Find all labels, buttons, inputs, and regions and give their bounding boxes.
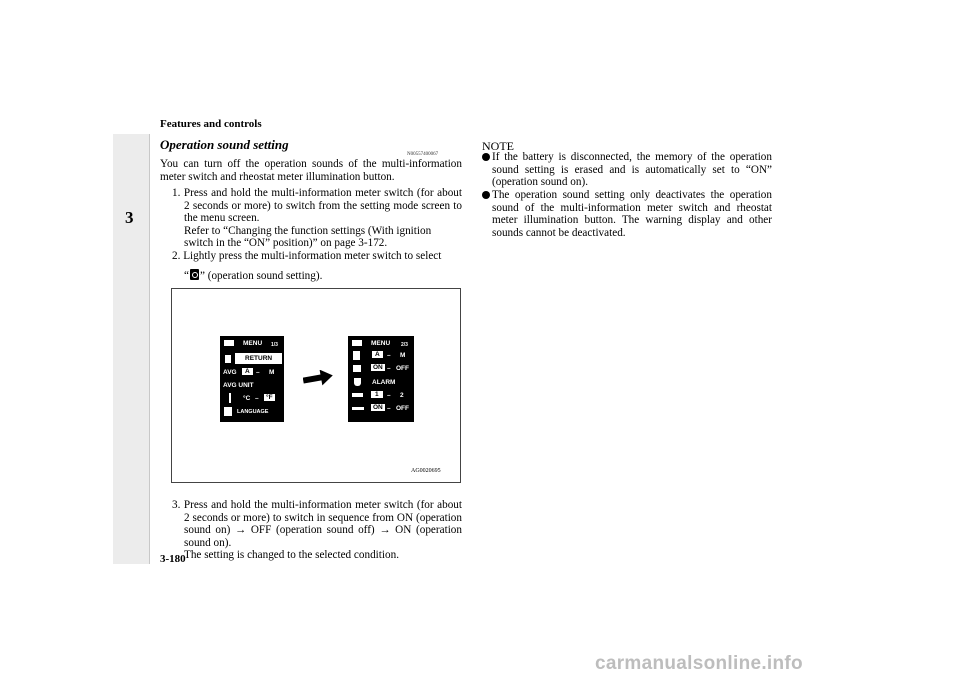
step-2-symbol-line [172, 269, 462, 283]
intro-paragraph: You can turn off the operation sounds of the multi-information meter switch and rheostat meter illumination button. [160, 158, 462, 183]
step-3-text: 3. Press and hold the multi-information meter switch (for about 2 seconds or more) to switch in sequence from ON (operation sound on) → OFF (operation sound off) → ON (operation sound on). [172, 499, 462, 549]
two-label: 2 [400, 392, 404, 399]
return-option: RETURN [235, 353, 282, 364]
step-1-text: 1. Press and hold the multi-information meter switch (for about 2 seconds or more) to switch from the setting mode screen to the menu screen. [172, 187, 462, 225]
note-item [492, 151, 772, 189]
step-1-reference: Refer to “Changing the function settings (With ignition switch in the “ON” position)” on page 3-172. [184, 224, 432, 250]
avg-unit-label: AVG UNIT [223, 382, 254, 389]
return-arrow-icon [225, 355, 231, 363]
off-label-2: OFF [396, 405, 409, 412]
a-box: A [372, 351, 383, 358]
dash-2: – [387, 365, 391, 372]
dash-1: – [387, 352, 391, 359]
chapter-tab [113, 134, 150, 564]
step-2 [172, 250, 462, 282]
alarm-label: ALARM [372, 379, 396, 386]
section-title: Operation sound setting [160, 137, 289, 152]
one-box: 1 [371, 391, 383, 398]
celsius-option: °C [243, 395, 251, 402]
step-2-text: 2. Lightly press the multi-information meter switch to select [172, 250, 442, 262]
sound-on-box: ON [373, 364, 383, 371]
sound-off-label: OFF [396, 365, 409, 372]
step-2-suffix: ” (operation sound setting). [199, 269, 323, 282]
figure-id: AG0020695 [411, 468, 441, 474]
temp-dash: – [255, 395, 259, 402]
menu-label: MENU [243, 340, 263, 347]
open-quote: “ [184, 269, 189, 282]
avg-a-box: A [242, 368, 253, 375]
menu-screen-1 [220, 336, 284, 422]
note-item [492, 189, 772, 239]
note-text-2: The operation sound setting only deactivates the operation sound of the multi-information meter switch and rheostat meter illumination button. The warning display and other sounds cannot be deactivated. [492, 189, 772, 239]
m-label: M [400, 352, 406, 359]
language-option: LANGUAGE [237, 409, 269, 415]
note-heading: NOTE [482, 139, 514, 153]
page-number: 3-180 [160, 553, 186, 565]
step-3 [172, 499, 462, 562]
double-arrow-icon [352, 393, 363, 397]
meter-icon [353, 351, 360, 360]
step-1 [172, 187, 462, 250]
avg-dash: – [256, 369, 260, 376]
chapter-number: 3 [125, 208, 134, 227]
on-box-2: ON [373, 404, 383, 411]
section-code: N00557400067 [407, 152, 439, 157]
dash-4: – [387, 405, 391, 412]
operation-sound-icon [190, 269, 199, 280]
page-indicator: 1/3 [271, 342, 278, 348]
thermometer-icon [229, 393, 231, 403]
step-3-result: The setting is changed to the selected condition. [184, 549, 399, 562]
menu-screen-2 [348, 336, 414, 422]
note-text-1: If the battery is disconnected, the memory of the operation sound setting is erased and is automatically set to “ON” (operation sound on). [492, 151, 772, 189]
fahrenheit-option: °F [266, 394, 273, 401]
dash-3: – [387, 392, 391, 399]
avg-label: AVG [223, 369, 237, 376]
toolbox-icon [224, 340, 234, 346]
watermark: carmanualsonline.info [595, 653, 803, 674]
bullet-icon [482, 191, 490, 199]
wiper-icon [352, 407, 364, 410]
cup-icon [354, 378, 361, 386]
avg-m-label: M [269, 369, 275, 376]
speaker-icon [353, 365, 361, 372]
menu-label: MENU [371, 340, 391, 347]
toolbox-icon [352, 340, 362, 346]
running-header: Features and controls [160, 118, 262, 130]
right-arrow-icon [303, 370, 333, 386]
bullet-icon [482, 153, 490, 161]
page-indicator: 2/3 [401, 342, 408, 348]
language-icon [224, 407, 232, 416]
